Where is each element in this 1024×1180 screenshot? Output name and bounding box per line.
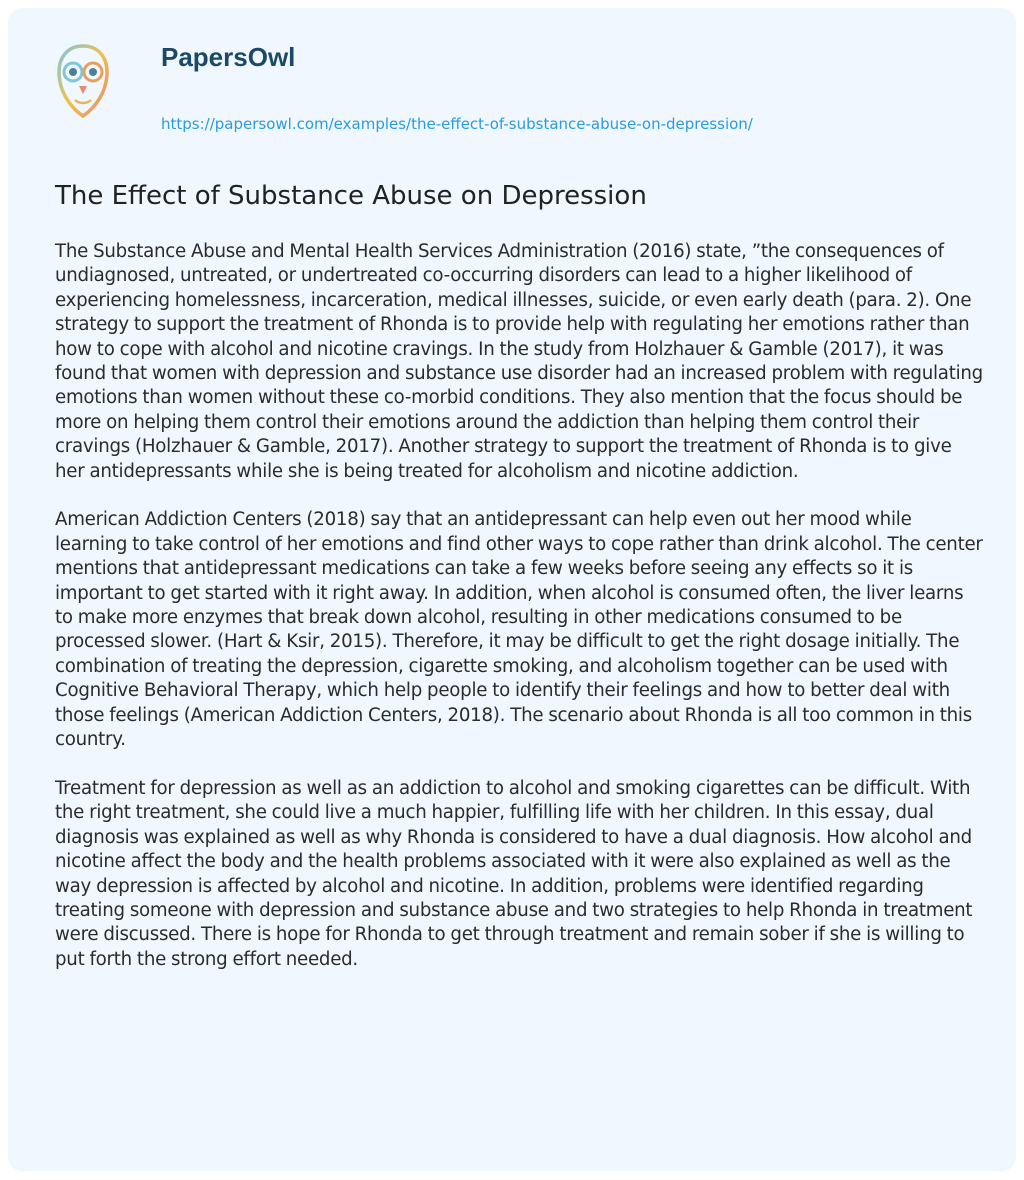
paragraph-3: Treatment for depression as well as an addiction to alcohol and smoking cigarettes can be difficult. With the right treatment, she could live a much happier, fulfilling life with her children. In this essay, dual diagnosis was explained as well as why Rhonda is considered to have a dual diagnosis. How alcohol and nicotine affect the body and the health problems associated with it were also explained as well as the way depression is affected by alcohol and nicotine. In addition, problems were identified regarding treating someone with depression and substance abuse and two strategies to help Rhonda in treatment were discussed. There is hope for Rhonda to get through treatment and remain sober if she is willing to put forth the strong effort needed.	[55, 777, 973, 970]
paragraph-2: American Addiction Centers (2018) say that an antidepressant can help even out her mood while learning to take control of her emotions and find other ways to cope rather than drink alcohol. The center mentions that antidepressant medications can take a few weeks before seeing any effects so it is important to get started with it right away. In addition, when alcohol is consumed often, the liver learns to make more enzymes that break down alcohol, resulting in other medications consumed to be processed slower. (Hart & Ksir, 2015). Therefore, it may be difficult to get the right dosage initially. The combination of treating the depression, cigarette smoking, and alcoholism together can be used with Cognitive Behavioral Therapy, which help people to identify their feelings and how to better deal with those feelings (American Addiction Centers, 2018). The scenario about Rhonda is all too common in this country.	[55, 509, 983, 751]
brand-name[interactable]: PapersOwl	[161, 42, 296, 72]
source-url-link[interactable]: https://papersowl.com/examples/the-effect-of-substance-abuse-on-depression/	[161, 115, 753, 133]
paragraph-1: The Substance Abuse and Mental Health Services Administration (2016) state, ”the consequences of undiagnosed, untreated, or undertreated co-occurring disorders can lead to a higher likelihood of experiencing homelessness, incarceration, medical illnesses, suicide, or even early death (para. 2). One strategy to support the treatment of Rhonda is to provide help with regulating her emotions rather than how to cope with alcohol and nicotine cravings. In the study from Holzhauer & Gamble (2017), it was found that women with depression and substance use disorder had an increased problem with regulating emotions than women without these co-morbid conditions. They also mention that the focus should be more on helping them control their emotions around the addiction than helping them control their cravings (Holzhauer & Gamble, 2017). Another strategy to support the treatment of Rhonda is to give her antidepressants while she is being treated for alcoholism and nicotine addiction.	[55, 241, 983, 482]
owl-logo-icon	[55, 42, 111, 120]
document-title: The Effect of Substance Abuse on Depression	[55, 181, 647, 211]
document-body	[55, 240, 985, 997]
document-card	[8, 8, 1016, 1171]
